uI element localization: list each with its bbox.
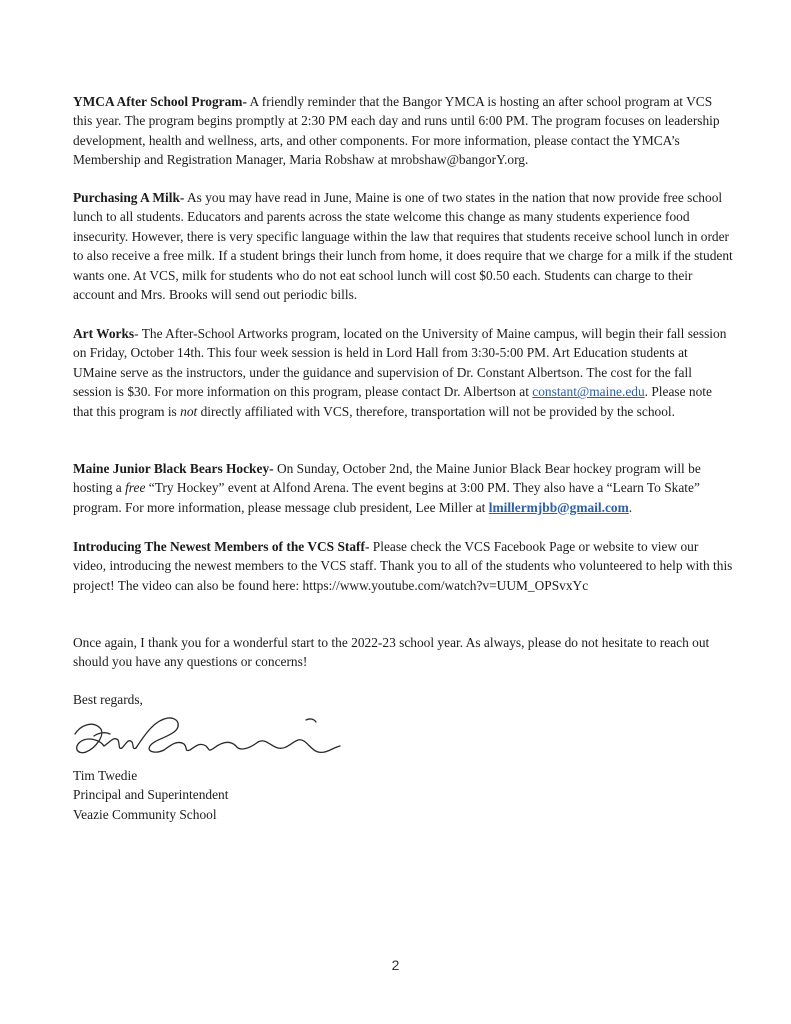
closing-body: Once again, I thank you for a wonderful start to the 2022-23 school year. As always, please do not hesitate to reach out should you have any questions or concerns! [73, 635, 710, 670]
staff-heading: Introducing The Newest Members of the VCS Staff- [73, 539, 370, 554]
milk-heading: Purchasing A Milk- [73, 190, 185, 205]
ymca-heading: YMCA After School Program- [73, 94, 247, 109]
handwritten-signature [70, 706, 370, 766]
milk-paragraph [73, 188, 733, 304]
signer-name: Tim Twedie [73, 768, 138, 783]
hockey-body-1: On Sunday, October 2nd, the Maine Junior Black Bear hockey program will be hosting a [73, 461, 701, 496]
signature-block [73, 766, 228, 824]
art-heading: Art Works [73, 326, 135, 341]
hockey-heading: Maine Junior Black Bears Hockey- [73, 461, 274, 476]
art-body-3: directly affiliated with VCS, therefore, transportation will not be provided by the school. [197, 403, 675, 419]
closing-paragraph [73, 633, 733, 672]
art-email-link[interactable]: constant@maine.edu [532, 384, 645, 400]
art-body-2: . Please note that this program is [73, 384, 712, 419]
salutation: Best regards, [73, 692, 143, 707]
signer-title: Principal and Superintendent [73, 787, 229, 803]
page-number: 2 [391, 957, 400, 973]
hockey-body-2: “Try Hockey” event at Alfond Arena. The event begins at 3:00 PM. They also have a “Learn To Skate” program. For more information, please message club president, Lee Miller at [73, 480, 700, 515]
art-body-1: - The After-School Artworks program, located on the University of Maine campus, will begin their fall session on Friday, October 14th. This four week session is held in Lord Hall from 3:30-5:00 PM. Art Education students at UMaine serve as the instructors, under the guidance and supervision of Dr. Constant Albertson. The cost for the fall session is $30. For more information on this program, please contact Dr. Albertson at [73, 326, 727, 400]
hockey-body-3: . [628, 499, 633, 515]
ymca-paragraph [73, 92, 733, 170]
staff-paragraph [73, 537, 733, 595]
ymca-body: A friendly reminder that the Bangor YMCA is hosting an after school program at VCS this year. The program begins promptly at 2:30 PM each day and runs until 6:00 PM. The program focuses on leadership development, health and wellness, arts, and other components. For more information, please contact the YMCA’s Membership and Registration Manager, Maria Robshaw at mrobshaw@bangorY.org. [73, 94, 720, 168]
milk-body: As you may have read in June, Maine is one of two states in the nation that now provide free school lunch to all students. Educators and parents across the state welcome this change as many students experience food insecurity. However, there is very specific language within the law that requires that students receive school lunch in order to also receive a free milk. If a student brings their lunch from home, it does require that we charge for a milk if the student wants one. At VCS, milk for students who do not eat school lunch will cost $0.50 each. Students can charge to their account and Mrs. Brooks will send out periodic bills. [73, 190, 733, 303]
art-emphasis: not [180, 403, 198, 419]
hockey-email-link[interactable]: lmillermjbb@gmail.com [488, 499, 629, 515]
hockey-paragraph [73, 459, 733, 517]
art-paragraph [73, 324, 733, 421]
staff-body: Please check the VCS Facebook Page or website to view our video, introducing the newest members to the VCS staff. Thank you to all of the students who volunteered to help with this project! The video can also be found here: https://www.youtube.com/watch?v=UUM_OPSvxYc [73, 539, 733, 593]
hockey-emphasis: free [125, 480, 146, 496]
signer-school: Veazie Community School [73, 806, 217, 822]
